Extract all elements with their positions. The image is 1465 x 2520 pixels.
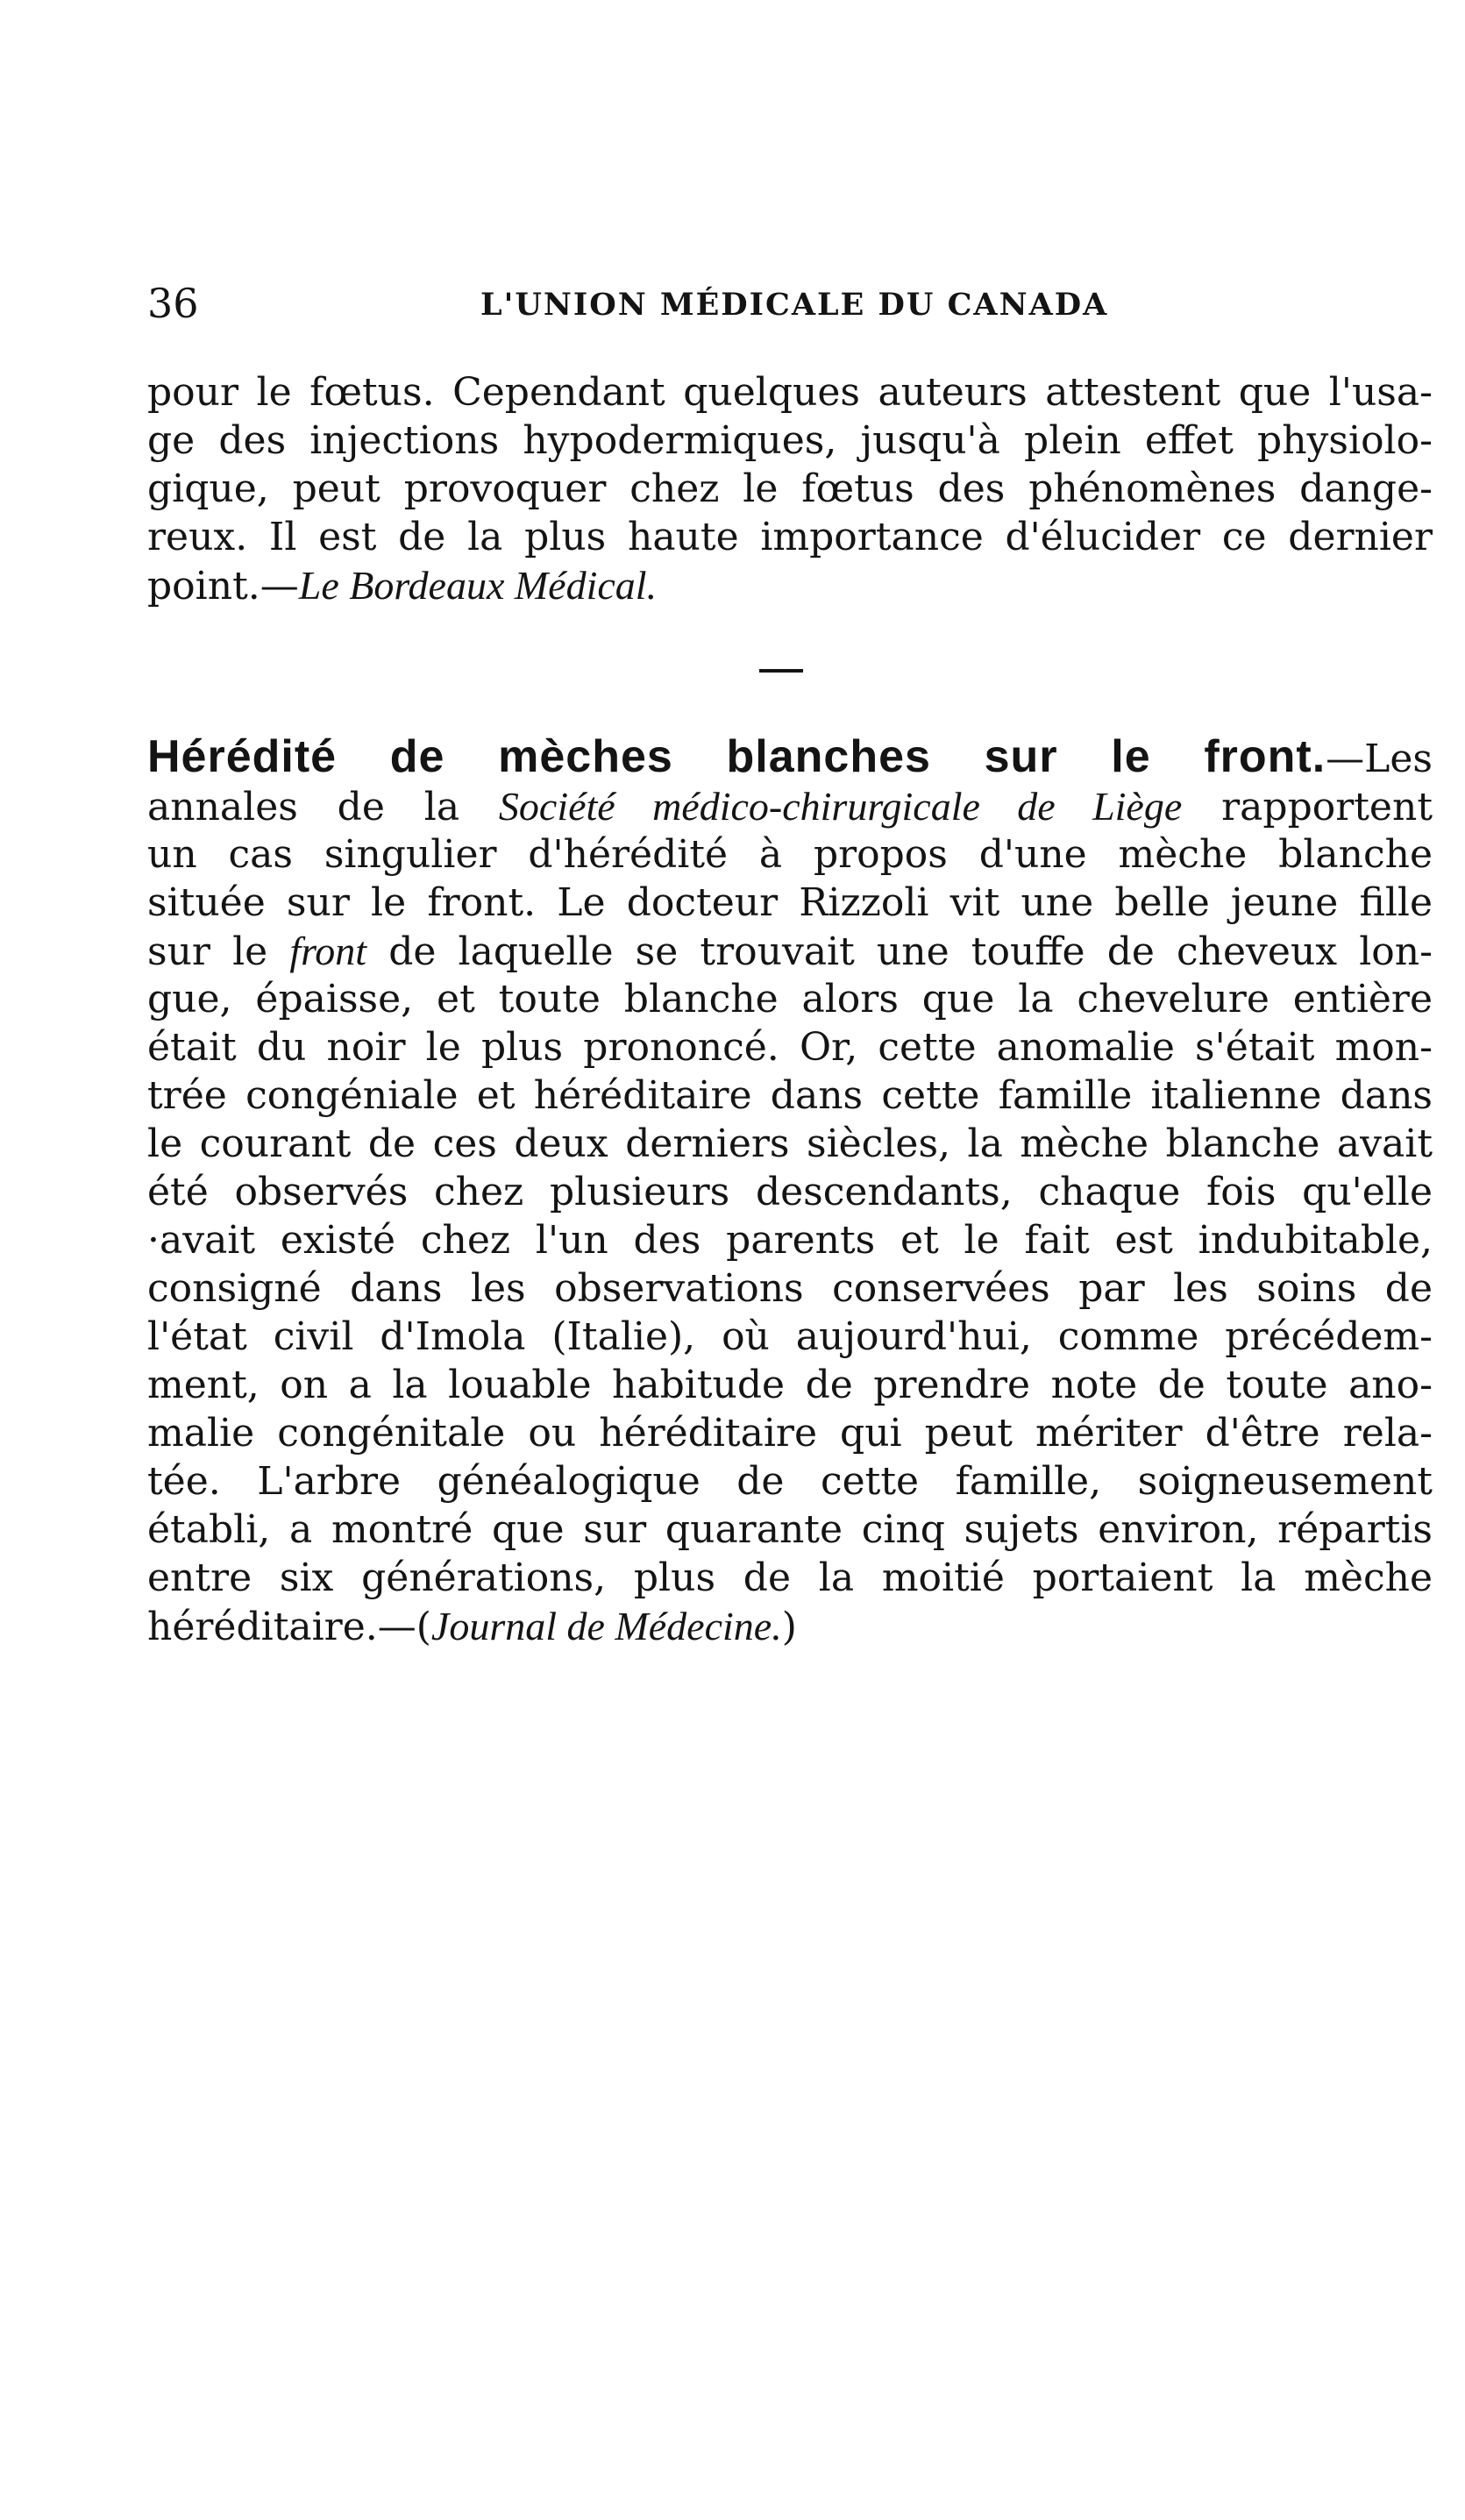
paragraph-line: ·avait existé chez l'un des parents et le fait est indubitable, xyxy=(147,1218,1433,1263)
paragraph-line: gue, épaisse, et toute blanche alors que la chevelure entière xyxy=(147,977,1433,1022)
article-title: Hérédité de mèches blanches sur le front. xyxy=(147,731,1326,782)
line-text: —Les xyxy=(1326,737,1433,781)
paragraph-line: été observés chez plusieurs descendants, chaque fois qu'elle xyxy=(147,1170,1433,1214)
paragraph-line: trée congéniale et héréditaire dans cette famille italienne dans xyxy=(147,1073,1433,1118)
paragraph-line xyxy=(147,1600,1433,1653)
line-text: annales de la xyxy=(147,785,499,829)
line-text: point.— xyxy=(147,564,299,609)
paragraph-line xyxy=(147,559,1433,612)
paragraph-line: malie congénitale ou héréditaire qui peut mériter d'être rela- xyxy=(147,1411,1433,1456)
paragraph-line xyxy=(147,925,1433,978)
paragraph-line: était du noir le plus prononcé. Or, cette anomalie s'était mon- xyxy=(147,1025,1433,1070)
paragraph-line: gique, peut provoquer chez le fœtus des phénomènes dange- xyxy=(147,466,1433,511)
paragraph-line: tée. L'arbre généalogique de cette famille, soigneusement xyxy=(147,1459,1433,1504)
source-citation: Journal de Médecine. xyxy=(430,1604,782,1648)
source-citation: Le Bordeaux Médical. xyxy=(298,563,658,608)
line-text: ) xyxy=(781,1605,797,1649)
page-number: 36 xyxy=(147,280,199,327)
emphasis-text: front xyxy=(289,929,367,973)
paragraph-line: reux. Il est de la plus haute importance d'élucider ce dernier xyxy=(147,515,1433,559)
paragraph-line: établi, a montré que sur quarante cinq sujets environ, répartis xyxy=(147,1507,1433,1552)
paragraph-line: située sur le front. Le docteur Rizzoli vit une belle jeune fille xyxy=(147,880,1433,925)
line-text: rapportent xyxy=(1182,785,1433,829)
line-text: héréditaire.—( xyxy=(147,1605,431,1649)
article-heading-line xyxy=(147,728,1433,786)
paragraph-line: ge des injections hypodermiques, jusqu'à plein effet physiolo- xyxy=(147,418,1433,463)
society-name: Société médico-chirurgicale de Liège xyxy=(498,784,1183,829)
paragraph-line: ment, on a la louable habitude de prendre note de toute ano- xyxy=(147,1363,1433,1407)
section-separator xyxy=(759,669,803,673)
journal-title: L'UNION MÉDICALE DU CANADA xyxy=(480,287,1109,323)
running-header xyxy=(147,277,1436,330)
paragraph-line: consigné dans les observations conservées par les soins de xyxy=(147,1266,1433,1311)
paragraph-line xyxy=(147,780,1433,833)
line-text: sur le xyxy=(147,929,290,974)
paragraph-line: l'état civil d'Imola (Italie), où aujourd'hui, comme précédem- xyxy=(147,1314,1433,1359)
line-text: de laquelle se trouvait une touffe de cheveux lon- xyxy=(366,929,1433,974)
paragraph-line: le courant de ces deux derniers siècles, la mèche blanche avait xyxy=(147,1121,1433,1166)
paragraph-line: un cas singulier d'hérédité à propos d'une mèche blanche xyxy=(147,832,1433,877)
paragraph-line: pour le fœtus. Cependant quelques auteurs attestent que l'usa- xyxy=(147,370,1433,415)
paragraph-line: entre six générations, plus de la moitié portaient la mèche xyxy=(147,1555,1433,1600)
